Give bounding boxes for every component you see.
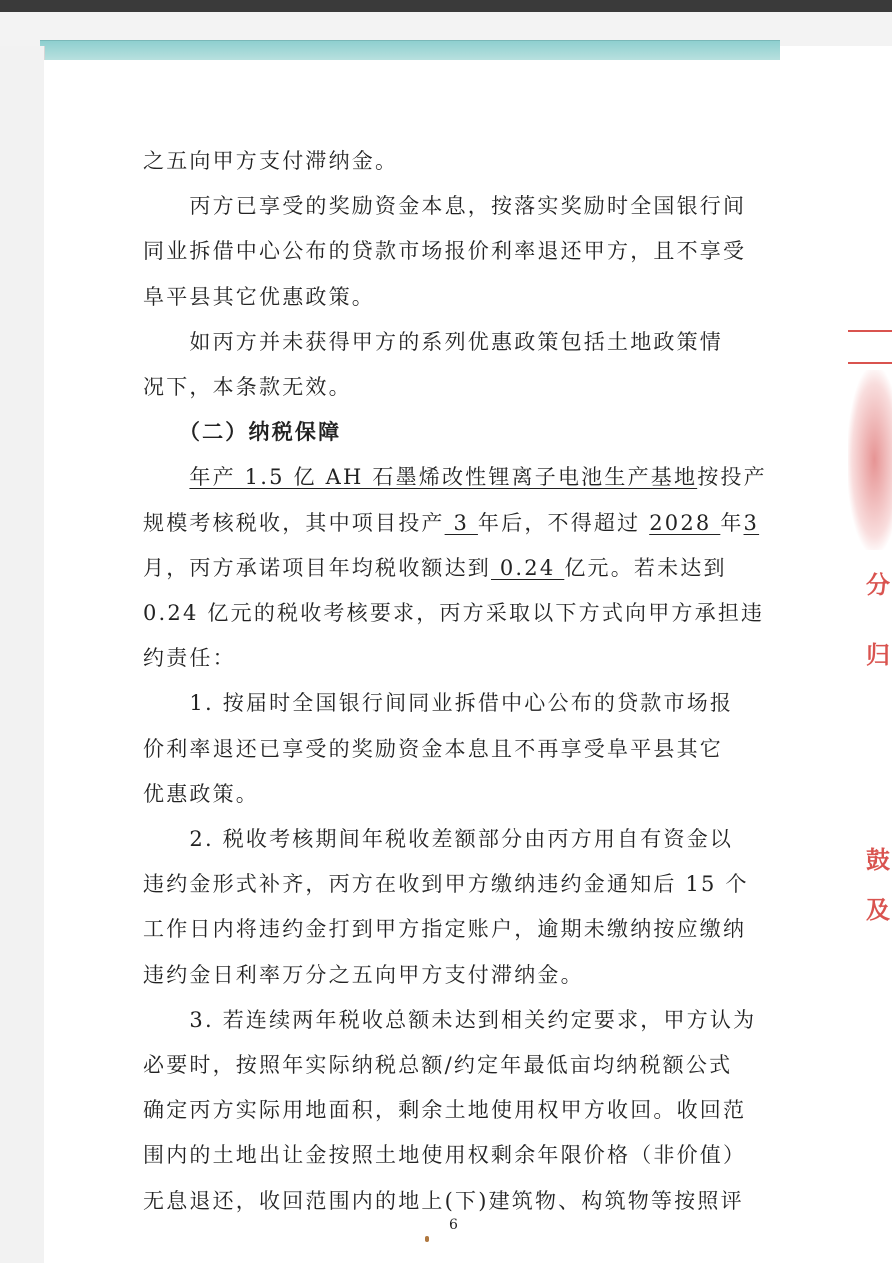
text-segment: 规模考核税收，其中项目投产 [143, 510, 445, 535]
text-line [143, 1085, 746, 1135]
text-segment: 丙方已享受的奖励资金本息，按落实奖励时全国银行间 [143, 194, 747, 219]
left-page-edge [0, 46, 45, 1263]
text-line [143, 1130, 746, 1180]
text-segment [143, 465, 189, 489]
text-segment: 优惠政策。 [143, 781, 259, 806]
ink-mark [425, 1236, 429, 1242]
text-line [143, 588, 764, 638]
text-segment: 1. 按届时全国银行间同业拆借中心公布的贷款市场报 [143, 691, 734, 716]
text-line [143, 543, 727, 593]
text-line [143, 272, 375, 322]
scanner-top-edge [0, 0, 892, 12]
seal-emblem [848, 370, 892, 550]
text-segment: 月，丙方承诺项目年均税收额达到 [143, 555, 491, 580]
underlined-fill-in: 2028 [649, 510, 721, 535]
text-line [143, 452, 767, 502]
text-line [143, 769, 259, 819]
underlined-fill-in: 3 [444, 510, 478, 535]
seal-char: 分 [866, 570, 890, 599]
text-line [143, 1176, 744, 1226]
seal-char: 归 [866, 640, 890, 669]
text-line [143, 633, 236, 683]
text-line [143, 995, 756, 1045]
red-seal-stamp [848, 330, 892, 1030]
text-segment: 工作日内将违约金打到甲方指定账户，逾期未缴纳按应缴纳 [143, 917, 747, 942]
text-segment: 阜平县其它优惠政策。 [143, 284, 375, 309]
text-line [143, 136, 398, 186]
text-segment: 违约金日利率万分之五向甲方支付滞纳金。 [143, 962, 584, 987]
text-segment: 0.24 亿元的税收考核要求，丙方采取以下方式向甲方承担违 [143, 601, 765, 625]
text-line [143, 407, 341, 457]
underlined-fill-in: 年产 1.5 亿 AH 石墨烯改性锂离子电池生产基地 [189, 465, 698, 490]
text-segment: 按投产 [697, 465, 767, 490]
text-line [143, 181, 746, 231]
text-segment: 同业拆借中心公布的贷款市场报价利率退还甲方，且不享受 [143, 239, 747, 264]
text-segment: 无息退还，收回范围内的地上(下)建筑物、构筑物等按照评 [143, 1188, 744, 1213]
text-segment: 确定丙方实际用地面积，剩余土地使用权甲方收回。收回范 [143, 1098, 747, 1123]
text-line [143, 904, 746, 954]
text-segment: 必要时，按照年实际纳税总额/约定年最低亩均纳税额公式 [143, 1053, 733, 1077]
underlined-fill-in: 3 [743, 510, 760, 535]
text-line [143, 724, 723, 774]
text-segment: 价利率退还已享受的奖励资金本息且不再享受阜平县其它 [143, 736, 723, 761]
page-number: 6 [449, 1217, 458, 1233]
text-segment: 3. 若连续两年税收总额未达到相关约定要求，甲方认为 [143, 1007, 757, 1032]
text-segment: 之五向甲方支付滞纳金。 [143, 149, 399, 173]
text-line [143, 1040, 732, 1090]
text-segment: 年 [720, 510, 744, 535]
text-segment: 亿元。若未达到 [564, 555, 727, 580]
text-segment: 违约金形式补齐，丙方在收到甲方缴纳违约金通知后 15 个 [143, 872, 749, 897]
text-line [143, 498, 759, 548]
text-segment: 况下，本条款无效。 [143, 375, 352, 399]
text-line [143, 317, 723, 367]
text-line [143, 362, 352, 412]
seal-char: 及 [866, 895, 890, 924]
text-segment: 年后，不得超过 [477, 510, 650, 535]
text-line [143, 859, 749, 909]
text-segment: 2. 税收考核期间年税收差额部分由丙方用自有资金以 [143, 827, 734, 851]
text-segment: 围内的土地出让金按照土地使用权剩余年限价格（非价值） [143, 1143, 747, 1168]
underlined-fill-in: 0.24 [491, 555, 565, 580]
seal-border [848, 330, 892, 364]
section-heading: （二）纳税保障 [143, 419, 342, 445]
text-line [143, 950, 584, 1000]
text-line [143, 226, 746, 276]
seal-char: 鼓 [866, 845, 890, 874]
text-segment: 如丙方并未获得甲方的系列优惠政策包括土地政策情 [143, 329, 723, 354]
text-line [143, 678, 733, 728]
text-segment: 约责任： [143, 646, 236, 671]
text-line [143, 814, 733, 864]
